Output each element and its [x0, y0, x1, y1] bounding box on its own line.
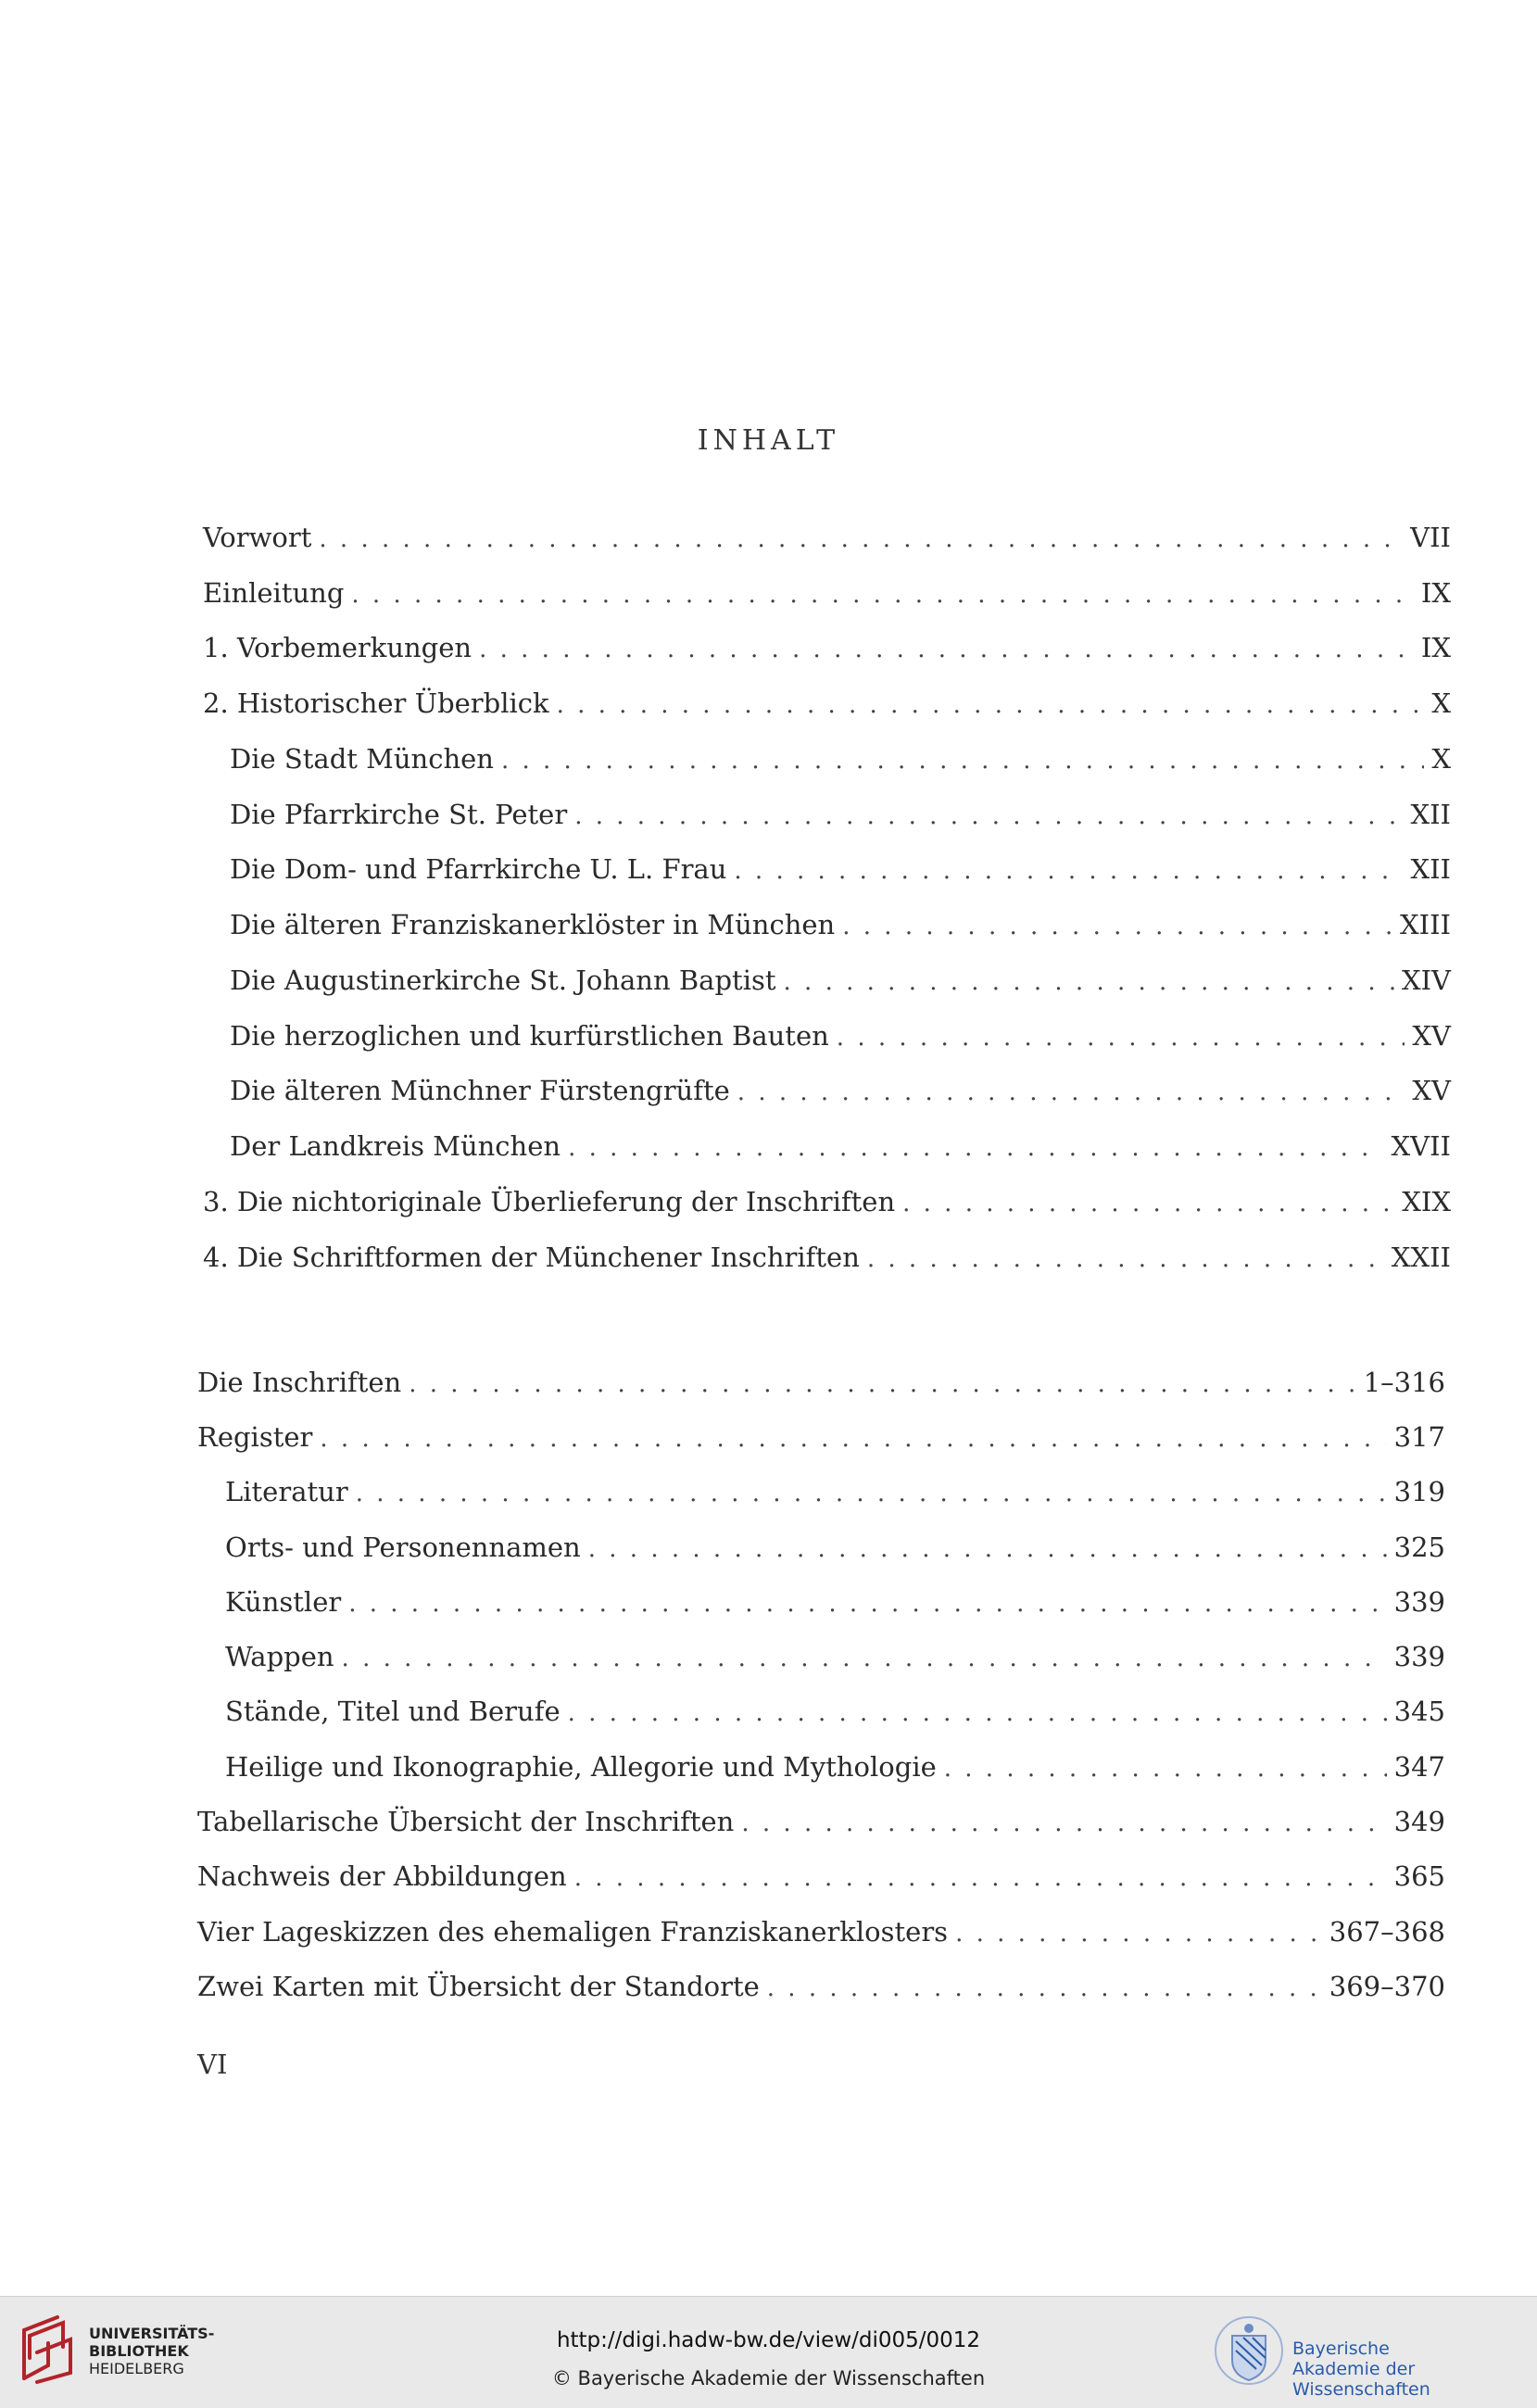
toc-dot-leader: [351, 576, 1413, 613]
toc-entry: [197, 1913, 1445, 1952]
toc-dot-leader: [568, 1129, 1383, 1166]
toc-entry: [225, 1473, 1445, 1512]
toc-entry: [225, 1638, 1445, 1677]
toc-entry-page: 369–370: [1329, 1971, 1445, 2002]
toc-entry-page: XII: [1410, 799, 1451, 830]
toc-entry: [230, 1017, 1451, 1056]
toc-entry-page: XII: [1410, 853, 1451, 885]
toc-entry-page: XVII: [1391, 1130, 1451, 1162]
toc-entry-page: VII: [1410, 522, 1451, 553]
toc-entry-label: Die Dom- und Pfarrkirche U. L. Frau: [230, 853, 727, 885]
toc-entry-label: 3. Die nichtoriginale Überlieferung der Inschriften: [203, 1186, 896, 1217]
toc-entry: [203, 519, 1451, 558]
toc-entry-label: Der Landkreis München: [230, 1130, 561, 1162]
toc-dot-leader: [588, 1531, 1387, 1568]
toc-dot-leader: [557, 687, 1425, 724]
toc-entry-page: XIV: [1401, 964, 1451, 996]
toc-entry-label: Die Augustinerkirche St. Johann Baptist: [230, 964, 776, 996]
toc-entry-page: XV: [1412, 1020, 1451, 1052]
toc-entry: [203, 1239, 1451, 1278]
toc-entry-label: Die Stadt München: [230, 743, 494, 775]
university-name-line: UNIVERSITÄTS-: [89, 2325, 215, 2342]
academy-crest-icon: [1212, 2308, 1286, 2393]
toc-entry-label: Orts- und Personennamen: [225, 1532, 581, 1563]
toc-entry-label: Die Pfarrkirche St. Peter: [230, 799, 568, 830]
toc-entry: [197, 1858, 1445, 1897]
toc-entry-page: 367–368: [1329, 1916, 1445, 1948]
toc-entry-page: 1–316: [1363, 1367, 1445, 1398]
toc-entry-page: 319: [1393, 1476, 1445, 1507]
toc-entry: [225, 1583, 1445, 1622]
toc-dot-leader: [501, 742, 1424, 779]
toc-entry-label: Die älteren Münchner Fürstengrüfte: [230, 1075, 730, 1106]
university-name-line: BIBLIOTHEK: [89, 2342, 189, 2360]
toc-entry: [230, 851, 1451, 889]
footer-bar: [0, 2296, 1537, 2408]
toc-entry-page: X: [1431, 743, 1451, 775]
toc-entry: [203, 1183, 1451, 1222]
toc-dot-leader: [734, 852, 1403, 889]
toc-entry-page: X: [1431, 687, 1451, 719]
toc-entry-page: 365: [1393, 1860, 1445, 1892]
toc-entry: [230, 740, 1451, 779]
page-number: VI: [197, 2049, 228, 2080]
toc-dot-leader: [767, 1970, 1322, 2007]
toc-entry-page: XIII: [1399, 909, 1451, 940]
toc-dot-leader: [944, 1750, 1387, 1787]
toc-entry-label: Die Inschriften: [197, 1367, 402, 1398]
toc-dot-leader: [902, 1185, 1394, 1222]
toc-entry-label: Wappen: [225, 1641, 334, 1672]
toc-entry: [197, 1803, 1445, 1842]
university-name-line: HEIDELBERG: [89, 2360, 184, 2377]
toc-entry: [230, 906, 1451, 945]
academy-name-line: Akademie der Wissenschaften: [1292, 2359, 1430, 2400]
toc-entry-label: Die herzoglichen und kurfürstlichen Bauten: [230, 1020, 829, 1052]
toc-entry-label: Nachweis der Abbildungen: [197, 1860, 567, 1892]
toc-entry-page: IX: [1420, 632, 1451, 663]
copyright-notice: © Bayerische Akademie der Wissenschaften: [551, 2367, 986, 2389]
toc-entry: [203, 629, 1451, 668]
toc-dot-leader: [356, 1475, 1387, 1512]
toc-entry: [225, 1693, 1445, 1732]
toc-entry: [225, 1529, 1445, 1568]
toc-entry-label: Literatur: [225, 1476, 348, 1507]
toc-entry-page: XXII: [1391, 1242, 1451, 1273]
toc-dot-leader: [741, 1805, 1386, 1842]
academy-name: [1292, 2339, 1537, 2400]
toc-entry-page: XV: [1412, 1075, 1451, 1106]
toc-entry-label: Einleitung: [203, 577, 345, 609]
toc-dot-leader: [737, 1074, 1405, 1111]
toc-entry: [203, 574, 1451, 613]
toc-entry: [230, 1128, 1451, 1166]
toc-entry-page: 317: [1393, 1421, 1445, 1453]
toc-entry: [230, 1072, 1451, 1111]
toc-entry-label: Die älteren Franziskanerklöster in München: [230, 909, 836, 940]
toc-dot-leader: [348, 1585, 1386, 1622]
toc-dot-leader: [574, 1860, 1387, 1897]
toc-entry: [203, 685, 1451, 724]
toc-dot-leader: [784, 964, 1394, 1001]
toc-dot-leader: [342, 1640, 1387, 1677]
toc-dot-leader: [842, 908, 1392, 945]
toc-entry: [197, 1968, 1445, 2007]
toc-entry-page: 345: [1393, 1696, 1445, 1727]
toc-entry-label: 1. Vorbemerkungen: [203, 632, 472, 663]
toc-entry-label: Register: [197, 1421, 313, 1453]
toc-entry-label: 2. Historischer Überblick: [203, 687, 549, 719]
toc-dot-leader: [409, 1366, 1355, 1403]
toc-entry-page: 339: [1393, 1586, 1445, 1618]
toc-dot-leader: [867, 1241, 1384, 1278]
toc-entry: [230, 962, 1451, 1001]
toc-entry: [225, 1748, 1445, 1787]
toc-dot-leader: [320, 1420, 1386, 1457]
toc-entry-label: Vier Lageskizzen des ehemaligen Franziskanerklosters: [197, 1916, 949, 1948]
toc-dot-leader: [955, 1915, 1322, 1952]
toc-entry-page: 349: [1393, 1806, 1445, 1837]
toc-entry-label: Stände, Titel und Berufe: [225, 1696, 561, 1727]
toc-dot-leader: [568, 1695, 1387, 1732]
academy-name-line: Bayerische: [1292, 2339, 1390, 2359]
toc-dot-leader: [479, 631, 1414, 668]
toc-entry-page: 339: [1393, 1641, 1445, 1672]
toc-dot-leader: [574, 798, 1403, 835]
toc-entry: [197, 1364, 1445, 1403]
source-url-link[interactable]: http://digi.hadw-bw.de/view/di005/0012: [556, 2328, 981, 2352]
toc-entry-label: Künstler: [225, 1586, 342, 1618]
toc-entry-label: Heilige und Ikonographie, Allegorie und Mythologie: [225, 1751, 937, 1783]
toc-entry-page: IX: [1420, 577, 1451, 609]
toc-title: INHALT: [697, 424, 840, 457]
toc-entry-label: Zwei Karten mit Übersicht der Standorte: [197, 1971, 760, 2002]
toc-entry-label: Vorwort: [203, 522, 312, 553]
toc-entry: [230, 796, 1451, 835]
toc-entry-label: 4. Die Schriftformen der Münchener Inschriften: [203, 1242, 860, 1273]
toc-entry-page: 347: [1393, 1751, 1445, 1783]
toc-entry-page: XIX: [1402, 1186, 1451, 1217]
toc-entry: [197, 1418, 1445, 1457]
toc-entry-page: 325: [1393, 1532, 1445, 1563]
toc-entry-label: Tabellarische Übersicht der Inschriften: [197, 1806, 735, 1837]
toc-dot-leader: [837, 1019, 1405, 1056]
toc-dot-leader: [319, 521, 1403, 558]
